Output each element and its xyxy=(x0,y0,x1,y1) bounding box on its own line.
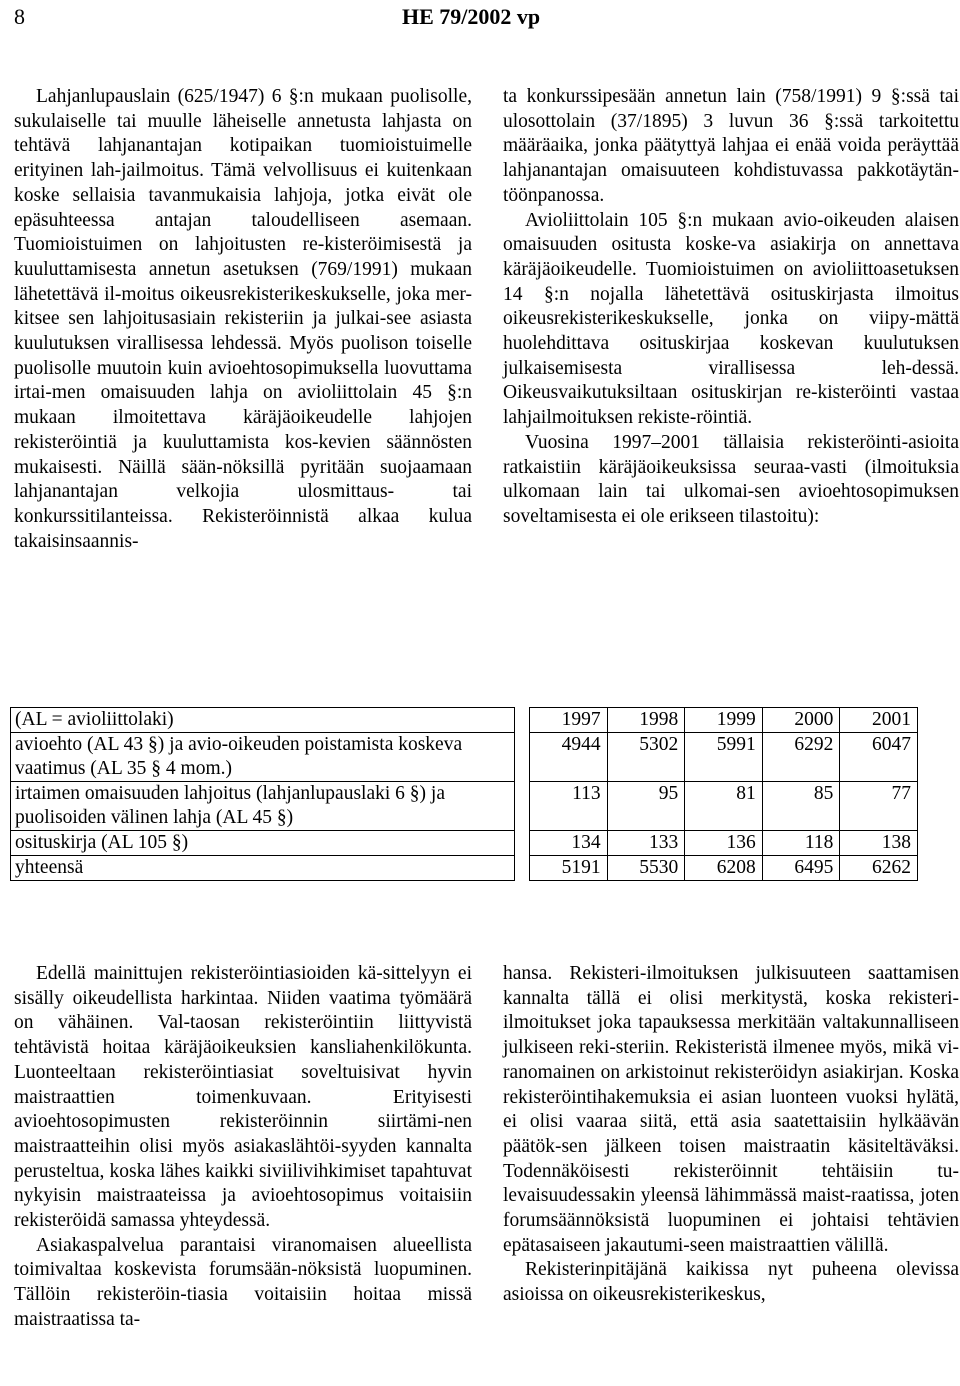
page-header xyxy=(0,0,960,40)
paragraph: Avioliittolain 105 §:n mukaan avio-oikeuden alaisen omaisuuden ositusta koske-va asiakirja on annettava käräjäoikeudelle. Tuomioistuimen on avioliittoasetuksen 14 §:n nojalla lähetettävä osituskirjasta ilmoitus oikeusrekisterikeskukselle, jonka on viipy-mättä huolehdittava osituskirjaa koskevan kuulutuksen julkaisemisesta virallisessa leh-dessä. Oikeusvaikutuksiltaan osituskirjan re-kisteröinti vastaa lahjailmoituksen rekiste-röintiä. xyxy=(503,209,959,429)
paragraph: Asiakaspalvelua parantaisi viranomaisen alueellista toimivaltaa koskevista forumsään-nöksistä luopuminen. Tällöin rekisteröin-tiasia voitaisiin hoitaa missä maistraatissa ta- xyxy=(14,1234,472,1330)
paragraph: Vuosina 1997–2001 tällaisia rekisteröinti-asioita ratkaistiin käräjäoikeuksissa seuraa-vasti (ilmoituksia ulkomaan lain tai ulkomai-sen avioehtosopimuksen soveltamisesta ei ole erikseen tilastoitu): xyxy=(503,431,959,527)
table-cell: 5191 xyxy=(530,856,608,881)
table-cell: 4944 xyxy=(530,733,608,782)
row-label: irtaimen omaisuuden lahjoitus (lahjanlupauslaki 6 §) ja puolisoiden välinen lahja (AL 45 §) xyxy=(11,782,515,831)
table-cell: 6292 xyxy=(762,733,840,782)
table-cell: 6495 xyxy=(762,856,840,881)
page-number: 8 xyxy=(14,4,25,29)
document-id: HE 79/2002 vp xyxy=(402,4,541,29)
table-cell: 95 xyxy=(607,782,685,831)
table-cell: 134 xyxy=(530,831,608,856)
row-label: yhteensä xyxy=(11,856,515,881)
paragraph: hansa. Rekisteri-ilmoituksen julkisuuteen saattamisen kannalta tällä ei olisi merkitystä, koska rekisteri-ilmoitukset joka tapauksessa merkitään valtakunnalliseen julkiseen reki-steriin. Rekisteristä ilmenee myös, mikä vi-ranomainen on arkistoinut rekisteröidyn asiakirjan. Koska rekisteröintihakemuksia ei asian luonteen vuoksi hylätä, ei olisi vaaraa siitä, että asia saatettaisiin hylkäävän päätök-sen jälkeen toisen maistraatin käsiteltäväksi. Todennäköisesti rekisteröinnit tehtäisiin tu-levaisuudessakin yleensä lähimmässä maist-raatissa, joten forumsäännöksistä luopuminen ei johtaisi tehtävien epätasaiseen jakautumi-seen maistraattien välillä. xyxy=(503,963,959,1256)
table-header-row xyxy=(11,708,918,733)
table-cell: 6262 xyxy=(840,856,918,881)
table-row-total xyxy=(11,856,918,881)
left-column-bottom xyxy=(14,962,472,1333)
right-column-bottom xyxy=(503,962,959,1308)
table-row xyxy=(11,782,918,831)
table-cell: 5302 xyxy=(607,733,685,782)
table-cell: 85 xyxy=(762,782,840,831)
row-label: avioehto (AL 43 §) ja avio-oikeuden poistamista koskeva vaatimus (AL 35 § 4 mom.) xyxy=(11,733,515,782)
statistics-table xyxy=(10,707,918,881)
table-cell: 81 xyxy=(685,782,763,831)
paragraph: ta konkurssipesään annetun lain (758/1991) 9 §:ssä tai ulosottolain (37/1895) 3 luvun 36 §:ssä tarkoitettu määräaika, jonka päätyttyä lahjaa ei enää voida peräyttää lahjanantajan omaisuuteen kohdistuvassa pakkotäytän-töönpanossa. xyxy=(503,86,959,206)
paragraph: Rekisterinpitäjänä kaikissa nyt puheena olevissa asioissa on oikeusrekisterikeskus, xyxy=(503,1259,959,1306)
left-column-top xyxy=(14,85,472,554)
row-label: osituskirja (AL 105 §) xyxy=(11,831,515,856)
year-header: 2001 xyxy=(840,708,918,733)
year-header: 1997 xyxy=(530,708,608,733)
table-cell: 6208 xyxy=(685,856,763,881)
table-cell: 133 xyxy=(607,831,685,856)
table-row xyxy=(11,733,918,782)
right-column-top xyxy=(503,85,959,530)
year-header: 2000 xyxy=(762,708,840,733)
year-header: 1999 xyxy=(685,708,763,733)
paragraph: Lahjanlupauslain (625/1947) 6 §:n mukaan puolisolle, sukulaiselle tai muulle läheiselle annetusta lahjasta on tehtävä lahjanantajan kotipaikan tuomioistuimelle erityinen lah-jailmoitus. Tämä velvollisuus ei kuitenkaan koske sellaisia tavanmukaisia lahjoja, jotka eivät ole epäsuhteessa antajan taloudelliseen asemaan. Tuomioistuimen on lahjoitusten re-kisteröimisestä ja kuuluttamisesta annetun asetuksen (769/1991) mukaan lähetettävä il-moitus oikeusrekisterikeskukselle, joka mer-kitsee sen lahjoitusasiain rekisteriin ja julkai-see asiasta kuulutuksen virallisessa lehdessä. Myös puolison toiselle puolisolle muutoin kuin avioehtosopimuksella luovuttama irtai-men omaisuuden lahja on avioliittolain 45 §:n mukaan ilmoitettava käräjäoikeudelle lahjojen rekisteröintiä ja kuuluttamista kos-kevien säännösten mukaisesti. Näillä sään-nöksillä pyritään suojaamaan lahjanantajan velkojia ulosmittaus- tai konkurssitilanteissa. Rekisteröinnistä alkaa kulua takaisinsaannis- xyxy=(14,86,472,552)
table-cell: 5991 xyxy=(685,733,763,782)
table-cell: 6047 xyxy=(840,733,918,782)
year-header: 1998 xyxy=(607,708,685,733)
table-cell: 138 xyxy=(840,831,918,856)
table-cell: 77 xyxy=(840,782,918,831)
table-cell: 136 xyxy=(685,831,763,856)
table-cell: 113 xyxy=(530,782,608,831)
table-row xyxy=(11,831,918,856)
paragraph: Edellä mainittujen rekisteröintiasioiden kä-sittelyyn ei sisälly oikeudellista harkintaa. Niiden vaatima työmäärä on vähäinen. Val-taosan rekisteröintiin liittyvistä tehtävistä hoitaa käräjäoikeuksien kansliahenkilökunta. Luonteeltaan rekisteröintiasiat soveltuisivat hyvin maistraattien toimenkuvaan. Erityisesti avioehtosopimusten rekisteröinnin siirtämi-nen maistraatteihin olisi myös asiakaslähtöi-syyden kannalta perusteltua, koska lähes kaikki siviilivihkimiset tapahtuvat nykyisin maistraateissa ja avioehtosopimus voitaisiin rekisteröidä samassa yhteydessä. xyxy=(14,963,472,1232)
table-cell: 5530 xyxy=(607,856,685,881)
table-cell: 118 xyxy=(762,831,840,856)
table-header-label: (AL = avioliittolaki) xyxy=(11,708,515,733)
